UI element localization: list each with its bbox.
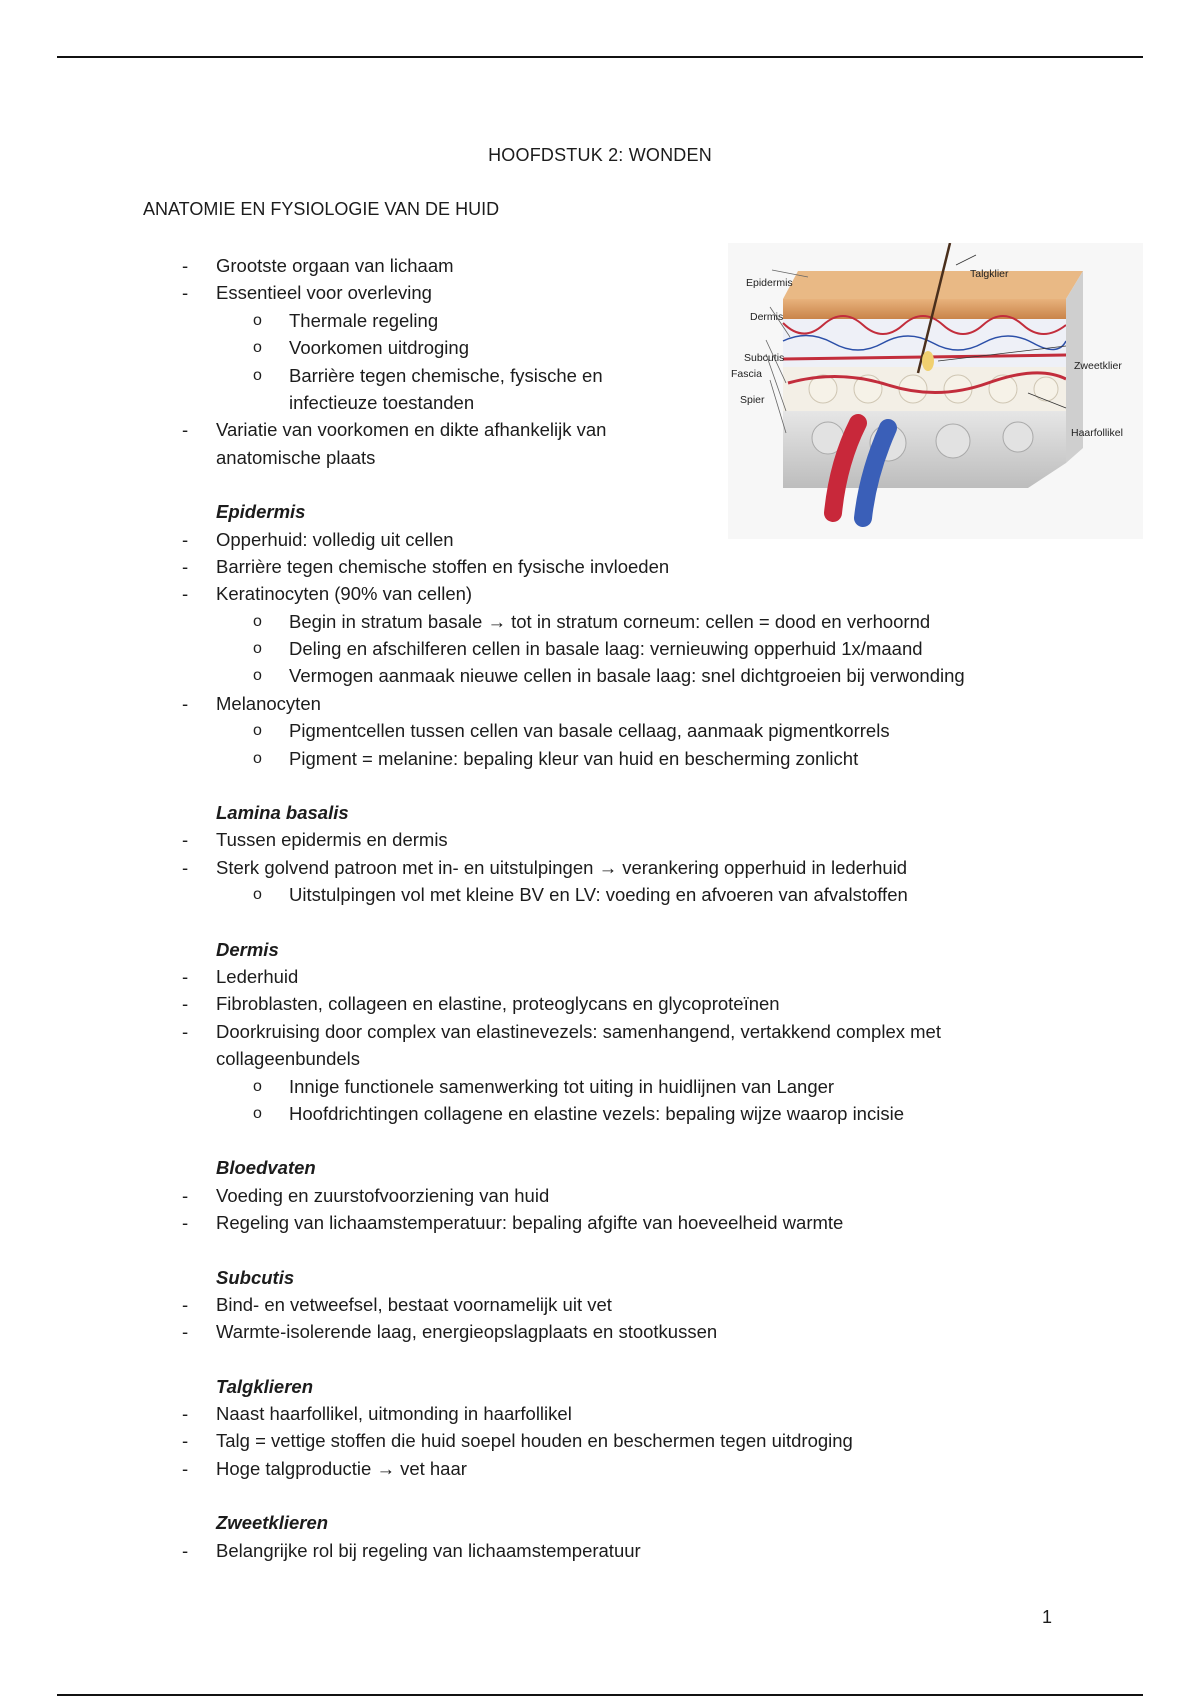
label-talgklier: Talgklier	[970, 268, 1009, 280]
subheading-talgklieren: Talgklieren	[216, 1375, 313, 1397]
sub-list-item: o Innige functionele samenwerking tot uiting in huidlijnen van Langer	[253, 1075, 835, 1097]
label-fascia: Fascia	[731, 368, 762, 380]
section-heading: ANATOMIE EN FYSIOLOGIE VAN DE HUID	[143, 199, 500, 219]
subheading-epidermis: Epidermis	[216, 501, 306, 523]
subheading-bloedvaten: Bloedvaten	[216, 1157, 316, 1179]
label-subcutis: Subcutis	[744, 352, 785, 364]
sub-list-item: o Deling en afschilferen cellen in basale laag: vernieuwing opperhuid 1x/maand	[253, 638, 923, 660]
sub-list-item: o Pigmentcellen tussen cellen van basale cellaag, aanmaak pigmentkorrels	[253, 720, 890, 742]
list-item: - Melanocyten	[182, 692, 321, 714]
sub-list-item: o Hoofdrichtingen collagene en elastine vezels: bepaling wijze waarop incisie	[253, 1102, 904, 1124]
list-item: - Warmte-isolerende laag, energieopslagplaats en stootkussen	[182, 1321, 718, 1343]
list-item: - Regeling van lichaamstemperatuur: bepaling afgifte van hoeveelheid warmte	[182, 1212, 844, 1234]
sub-list-item: o Barrière tegen chemische, fysische en	[253, 364, 603, 386]
sub-list-item: o Pigment = melanine: bepaling kleur van huid en bescherming zonlicht	[253, 747, 859, 769]
list-item: - Sterk golvend patroon met in- en uitstulpingen → verankering opperhuid in lederhuid	[182, 856, 908, 878]
sub-list-item: o Vermogen aanmaak nieuwe cellen in basale laag: snel dichtgroeien bij verwonding	[253, 665, 965, 687]
list-item: - Tussen epidermis en dermis	[182, 829, 448, 851]
list-item: - Naast haarfollikel, uitmonding in haarfollikel	[182, 1403, 572, 1425]
list-item: - Lederhuid	[182, 965, 299, 987]
label-dermis: Dermis	[750, 311, 784, 323]
list-item-continued: anatomische plaats	[216, 446, 376, 468]
list-item: - Barrière tegen chemische stoffen en fysische invloeden	[182, 555, 670, 577]
list-item: - Doorkruising door complex van elastinevezels: samenhangend, vertakkend complex met	[182, 1020, 941, 1042]
list-item: - Opperhuid: volledig uit cellen	[182, 528, 454, 550]
list-item: - Talg = vettige stoffen die huid soepel houden en beschermen tegen uitdroging	[182, 1430, 853, 1452]
list-item-continued: collageenbundels	[216, 1048, 361, 1070]
list-item: - Variatie van voorkomen en dikte afhankelijk van	[182, 419, 607, 441]
list-item: - Belangrijke rol bij regeling van lichaamstemperatuur	[182, 1539, 641, 1561]
list-item: - Keratinocyten (90% van cellen)	[182, 583, 473, 605]
list-item: - Fibroblasten, collageen en elastine, proteoglycans en glycoproteïnen	[182, 993, 780, 1015]
subheading-lamina-basalis: Lamina basalis	[216, 802, 349, 824]
label-haarfollikel: Haarfollikel	[1071, 427, 1123, 439]
subheading-zweetklieren: Zweetklieren	[216, 1512, 329, 1534]
bottom-rule	[57, 1694, 1143, 1696]
subheading-subcutis: Subcutis	[216, 1266, 295, 1288]
sub-list-item: o Begin in stratum basale → tot in stratum corneum: cellen = dood en verhoornd	[253, 610, 931, 632]
document-body	[0, 252, 1200, 1564]
page-title: HOOFDSTUK 2: WONDEN	[488, 145, 712, 165]
label-spier: Spier	[740, 394, 765, 406]
sub-list-item-continued: infectieuze toestanden	[289, 391, 475, 413]
page-number: 1	[1042, 1607, 1053, 1627]
list-item: - Grootste orgaan van lichaam	[182, 255, 454, 276]
label-zweetklier: Zweetklier	[1074, 360, 1122, 372]
label-epidermis: Epidermis	[746, 277, 793, 289]
sub-list-item: o Thermale regeling	[253, 309, 439, 331]
sub-list-item: o Uitstulpingen vol met kleine BV en LV: voeding en afvoeren van afvalstoffen	[253, 884, 908, 906]
list-item: - Bind- en vetweefsel, bestaat voornamelijk uit vet	[182, 1293, 612, 1315]
top-rule	[57, 56, 1143, 58]
sub-list-item: o Voorkomen uitdroging	[253, 337, 469, 359]
subheading-dermis: Dermis	[216, 938, 279, 960]
list-item: - Voeding en zuurstofvoorziening van huid	[182, 1184, 550, 1206]
list-item: - Essentieel voor overleving	[182, 282, 432, 304]
list-item: - Hoge talgproductie → vet haar	[182, 1457, 467, 1479]
